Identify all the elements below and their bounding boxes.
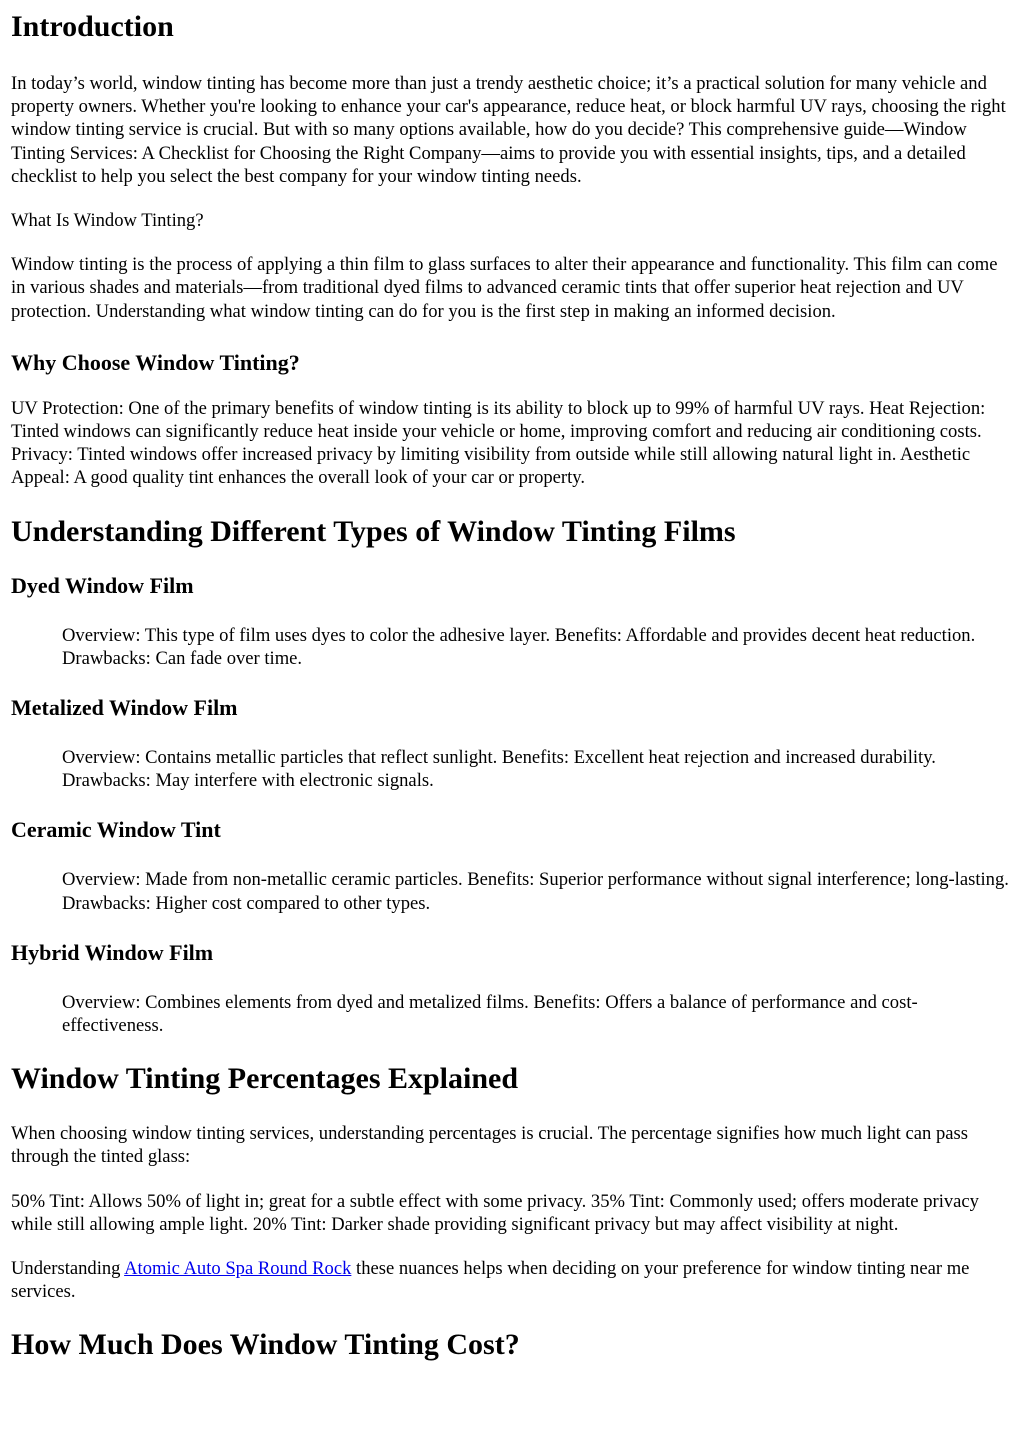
understanding-suffix: these nuances helps when deciding on your preference for window tinting near me services. xyxy=(11,1258,970,1303)
what-is-label: What Is Window Tinting? xyxy=(11,210,204,232)
percentages-heading: Window Tinting Percentages Explained xyxy=(11,1062,519,1096)
why-heading: Why Choose Window Tinting? xyxy=(11,349,300,375)
dyed-film-heading: Dyed Window Film xyxy=(11,572,194,598)
hybrid-film-paragraph: Overview: Combines elements from dyed and metalized films. Benefits: Offers a balance of performance and cost-effectiveness. xyxy=(62,991,918,1037)
atomic-auto-spa-link[interactable]: Atomic Auto Spa Round Rock xyxy=(124,1258,352,1280)
understanding-paragraph xyxy=(11,1257,1013,1303)
metalized-film-heading: Metalized Window Film xyxy=(11,695,238,721)
percentages-intro: When choosing window tinting services, understanding percentages is crucial. The percentage signifies how much light can pass through the tinted glass: xyxy=(11,1123,968,1168)
cost-heading: How Much Does Window Tinting Cost? xyxy=(11,1328,520,1362)
ceramic-tint-heading: Ceramic Window Tint xyxy=(11,817,221,843)
what-is-paragraph: Window tinting is the process of applying a thin film to glass surfaces to alter their appearance and functionality. This film can come in various shades and materials—from traditional dyed films to advanced ceramic tints that offer superior heat rejection and UV protection. Understanding what window tinting can do for you is the first step in making an informed decision. xyxy=(11,254,998,322)
metalized-film-paragraph: Overview: Contains metallic particles that reflect sunlight. Benefits: Excellent heat rejection and increased durability. Drawbacks: May interfere with electronic signals. xyxy=(62,747,936,792)
percentages-paragraph: 50% Tint: Allows 50% of light in; great for a subtle effect with some privacy. 35% Tint: Commonly used; offers moderate privacy while still allowing ample light. 20% Tint: Darker shade providing significant privacy but may affect visibility at night. xyxy=(11,1190,979,1235)
intro-heading: Introduction xyxy=(11,10,174,43)
dyed-film-paragraph: Overview: This type of film uses dyes to color the adhesive layer. Benefits: Affordable and provides decent heat reduction. Drawbacks: Can fade over time. xyxy=(62,624,976,669)
article xyxy=(0,10,1024,1362)
ceramic-tint-paragraph: Overview: Made from non-metallic ceramic particles. Benefits: Superior performance without signal interference; long-lasting. Drawbacks: Higher cost compared to other types. xyxy=(62,869,1009,914)
types-heading: Understanding Different Types of Window Tinting Films xyxy=(11,514,736,548)
intro-paragraph: In today’s world, window tinting has become more than just a trendy aesthetic choice; it’s a practical solution for many vehicle and property owners. Whether you're looking to enhance your car's appearance, reduce heat, or block harmful UV rays, choosing the right window tinting service is crucial. But with so many options available, how do you decide? This comprehensive guide—Window Tinting Services: A Checklist for Choosing the Right Company—aims to provide you with essential insights, tips, and a detailed checklist to help you select the best company for your window tinting needs. xyxy=(11,73,1006,187)
hybrid-film-heading: Hybrid Window Film xyxy=(11,939,214,965)
understanding-prefix: Understanding xyxy=(11,1258,125,1280)
why-paragraph: UV Protection: One of the primary benefits of window tinting is its ability to block up to 99% of harmful UV rays. Heat Rejection: Tinted windows can significantly reduce heat inside your vehicle or home, improving comfort and reducing air conditioning costs. Privacy: Tinted windows offer increased privacy by limiting visibility from outside while still allowing natural light in. Aesthetic Appeal: A good quality tint enhances the overall look of your car or property. xyxy=(11,397,986,489)
